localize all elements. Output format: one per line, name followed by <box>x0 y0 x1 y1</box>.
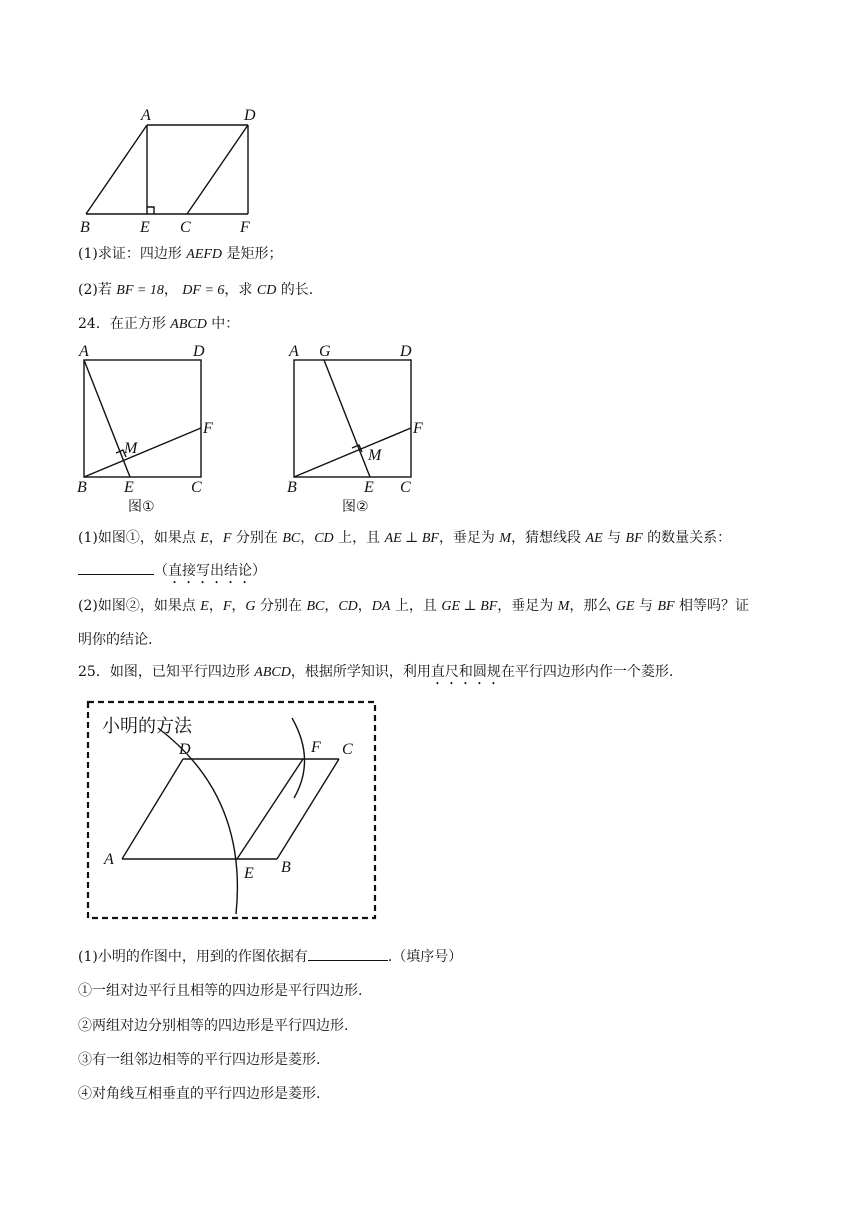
label-a: A <box>104 851 114 868</box>
caption-fig1: 图① <box>128 499 155 515</box>
label-c: C <box>191 479 202 496</box>
segment-ef <box>237 759 303 859</box>
option-3: ③有一组邻边相等的平行四边形是菱形. <box>78 1052 321 1068</box>
q23-part1: (1)求证：四边形 AEFD 是矩形； <box>78 246 283 262</box>
label-d: D <box>400 343 412 360</box>
label-b: B <box>287 479 297 496</box>
figure-q24-1 <box>70 340 230 520</box>
arc-small <box>292 718 305 798</box>
label-f: F <box>240 219 250 236</box>
label-c: C <box>180 219 191 236</box>
label-a: A <box>79 343 89 360</box>
q24-part2-line2: 明你的结论. <box>78 632 153 648</box>
q24-part1-line1: (1)如图①，如果点 E，F 分别在 BC，CD 上，且 AE ⊥ BF，垂足为 M，猜想线段 AE 与 BF 的数量关系： <box>78 530 732 546</box>
label-f: F <box>413 420 423 437</box>
option-4: ④对角线互相垂直的平行四边形是菱形. <box>78 1086 321 1102</box>
arc-large <box>158 728 237 914</box>
label-g: G <box>319 343 331 360</box>
label-f: F <box>311 739 321 756</box>
q25-part1: (1)小明的作图中，用到的作图依据有 .（填序号） <box>78 946 462 967</box>
option-1: ①一组对边平行且相等的四边形是平行四边形. <box>78 983 363 999</box>
q25-stem: 25．如图，已知平行四边形 ABCD，根据所学知识，利用直尺和圆规在平行四边形内作一个菱形. <box>78 664 674 680</box>
label-d: D <box>244 107 256 124</box>
segment-ad <box>122 759 183 859</box>
figure-q25 <box>86 700 378 922</box>
figure-q23 <box>70 100 290 240</box>
label-b: B <box>281 859 291 876</box>
q24-stem: 24．在正方形 ABCD 中： <box>78 316 240 332</box>
label-e: E <box>140 219 150 236</box>
box-title: 小明的方法 <box>102 716 192 737</box>
label-f: F <box>203 420 213 437</box>
segment-ab <box>86 125 147 214</box>
label-a: A <box>141 107 151 124</box>
segment-bf <box>84 428 201 477</box>
label-c: C <box>400 479 411 496</box>
segment-ae <box>84 360 130 477</box>
label-a: A <box>289 343 299 360</box>
label-e: E <box>124 479 134 496</box>
segment-cb <box>277 759 339 859</box>
label-d: D <box>193 343 205 360</box>
label-e: E <box>244 865 254 882</box>
label-d: D <box>179 741 191 758</box>
answer-blank[interactable] <box>78 560 154 575</box>
q23-part2: (2)若 BF = 18， DF = 6，求 CD 的长. <box>78 282 314 298</box>
segment-ge <box>324 360 370 477</box>
label-b: B <box>80 219 90 236</box>
answer-blank[interactable] <box>308 946 388 961</box>
segment-bf <box>294 428 411 477</box>
square-abcd <box>294 360 411 477</box>
segment-dc <box>187 125 248 214</box>
q24-part2-line1: (2)如图②，如果点 E，F，G 分别在 BC，CD，DA 上，且 GE ⊥ BF，垂足为 M，那么 GE 与 BF 相等吗？证 <box>78 598 750 614</box>
label-m: M <box>124 440 138 457</box>
caption-fig2: 图② <box>342 499 369 515</box>
option-2: ②两组对边分别相等的四边形是平行四边形. <box>78 1018 349 1034</box>
figure-q24-2 <box>280 340 440 520</box>
label-m: M <box>368 447 382 464</box>
label-c: C <box>342 741 353 758</box>
square-abcd <box>84 360 201 477</box>
label-b: B <box>77 479 87 496</box>
label-e: E <box>364 479 374 496</box>
q24-part1-line2: （直接写出结论） <box>78 560 266 587</box>
right-angle-mark <box>147 207 154 214</box>
